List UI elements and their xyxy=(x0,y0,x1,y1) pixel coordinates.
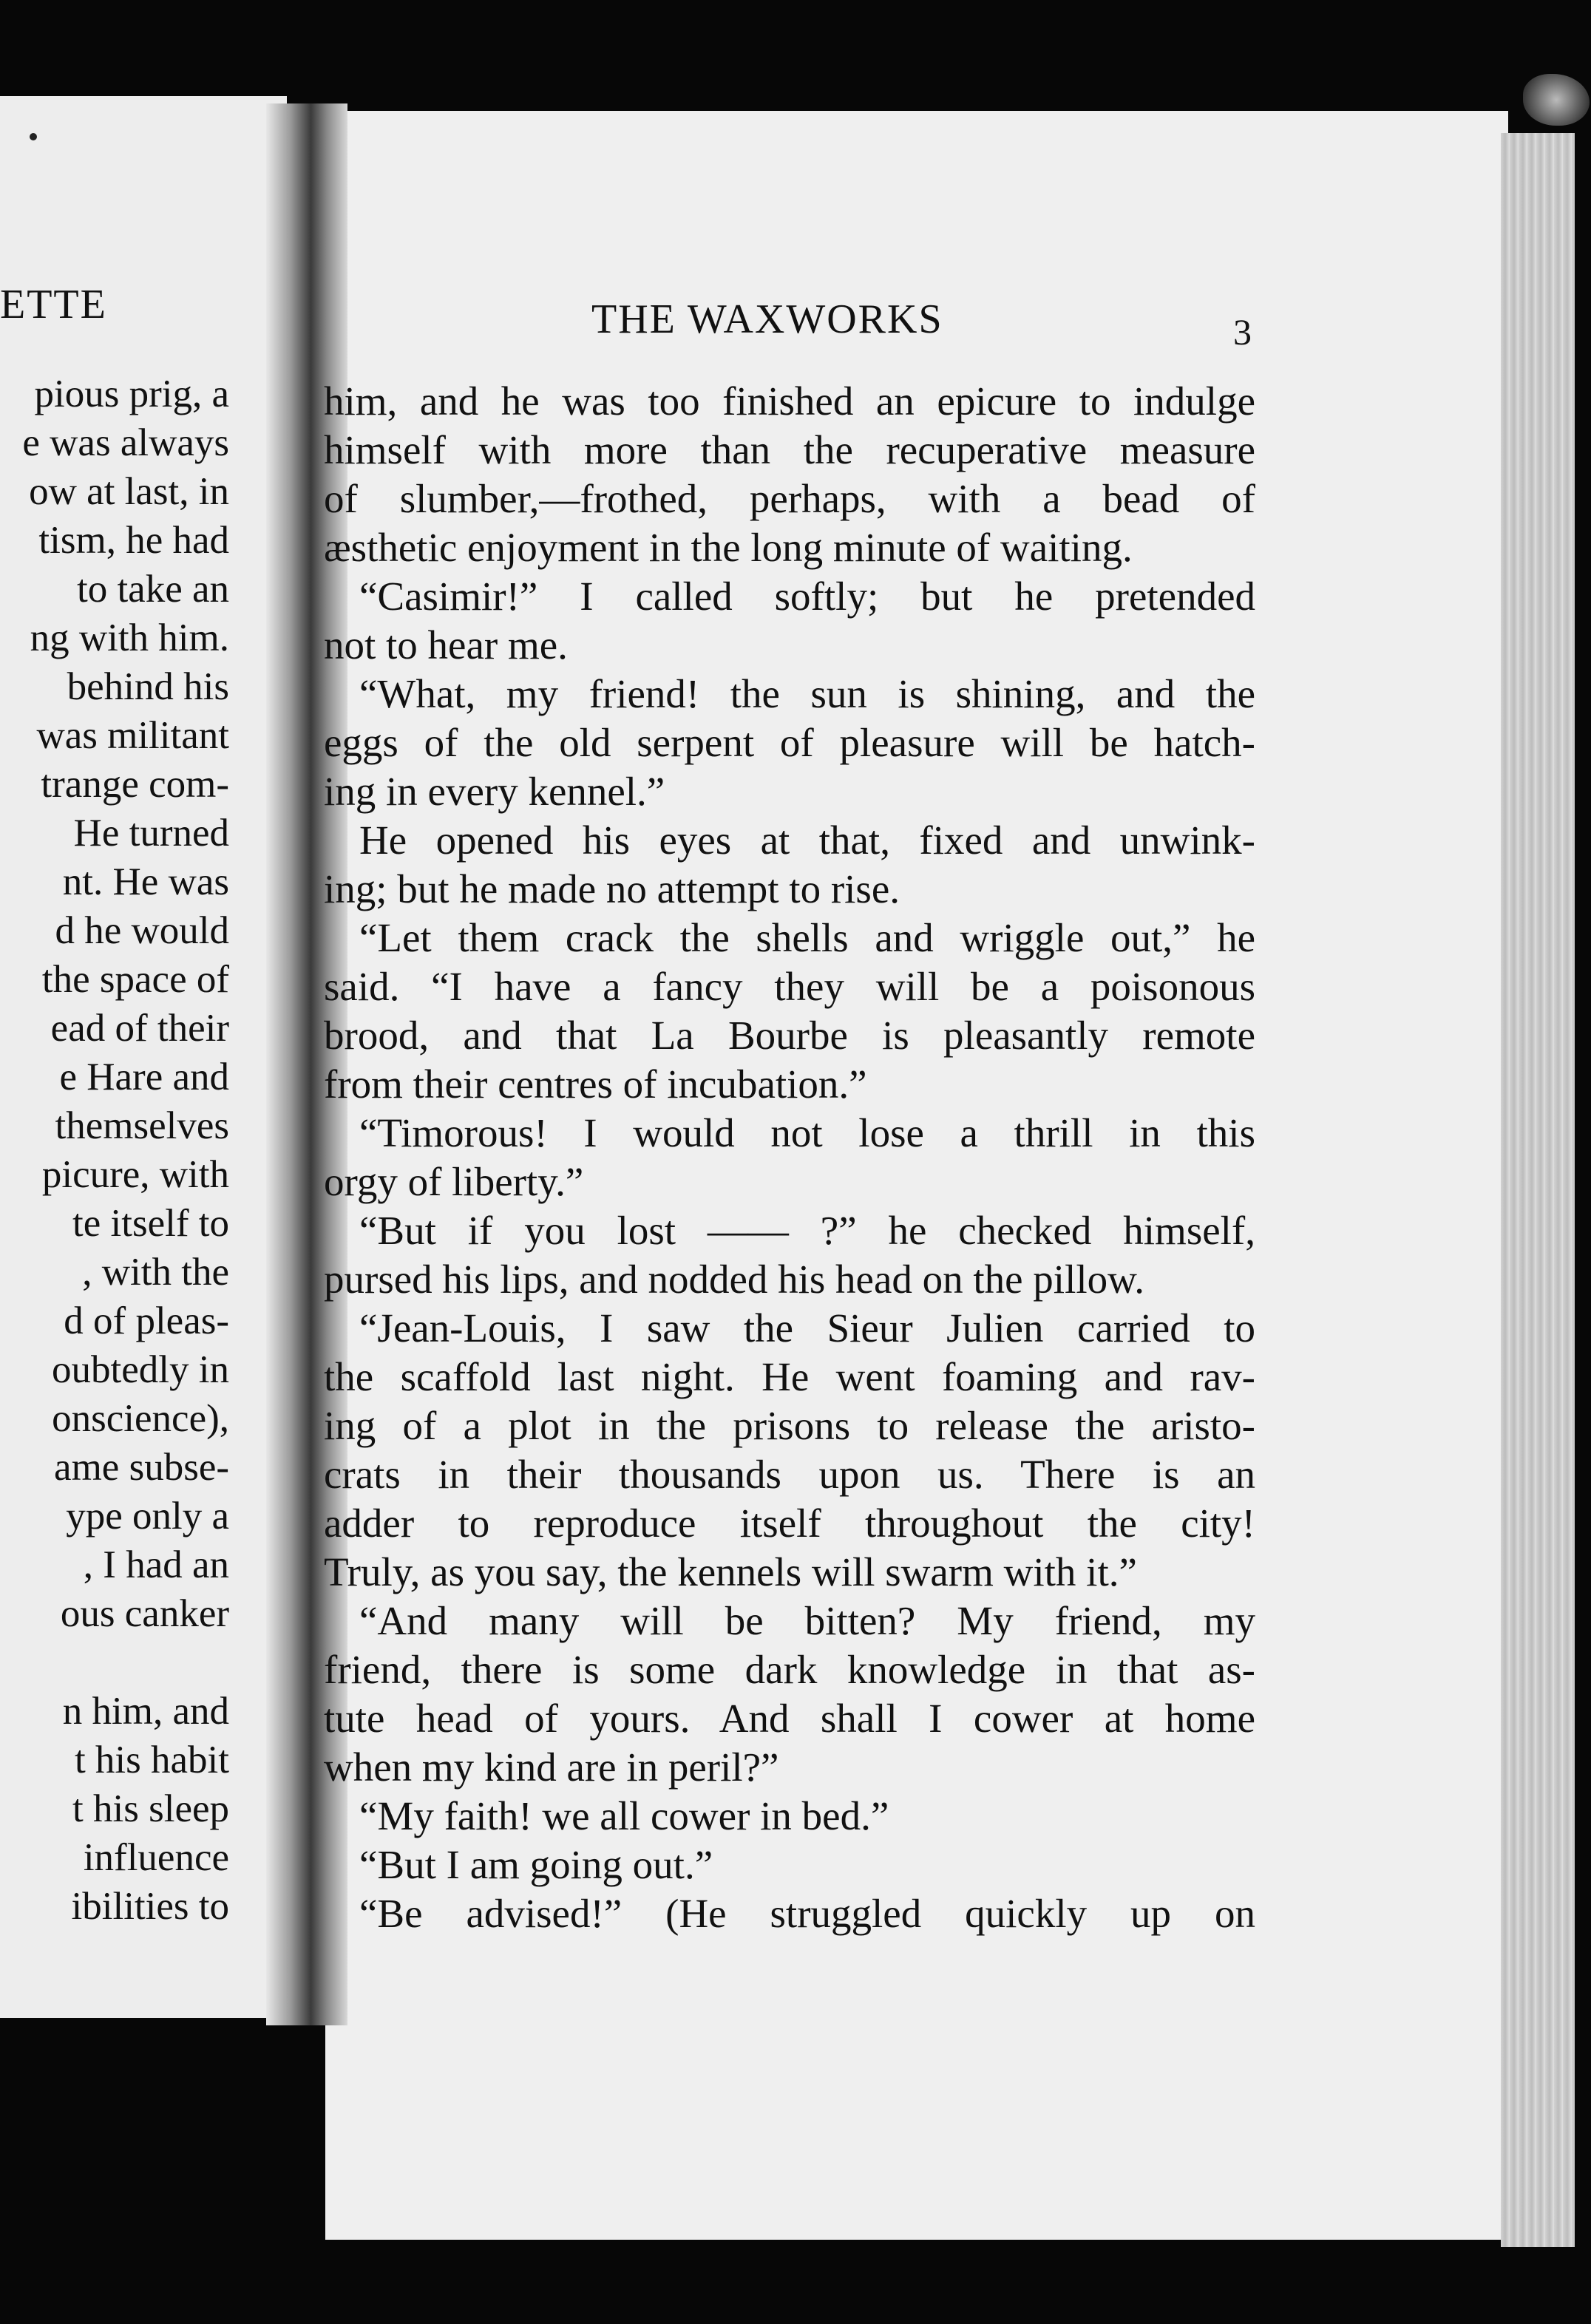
text-line: pursed his lips, and nodded his head on the pillow. xyxy=(324,1257,1145,1302)
left-text-line: t his sleep xyxy=(72,1787,229,1830)
body-text xyxy=(324,377,1255,1938)
left-text-line: the space of xyxy=(41,958,229,1001)
left-text-line: onscience), xyxy=(52,1397,229,1440)
left-text-line: to take an xyxy=(76,568,229,611)
left-text-line: tism, he had xyxy=(38,519,229,562)
text-line: “Casimir!” I called softly; but he pretended xyxy=(359,574,1255,619)
left-text-line: ame subse- xyxy=(54,1446,229,1489)
left-text-line: te itself to xyxy=(72,1202,229,1245)
left-text-line: nt. He was xyxy=(62,860,229,903)
left-text-line: ead of their xyxy=(50,1007,229,1050)
text-line: tute head of yours. And shall I cower at home xyxy=(324,1696,1255,1741)
left-text-line: d of pleas- xyxy=(64,1299,229,1342)
left-text-line: ous canker xyxy=(60,1592,229,1635)
left-text-line: picure, with xyxy=(41,1153,229,1196)
ink-dot xyxy=(30,133,37,140)
running-head: THE WAXWORKS xyxy=(591,296,943,342)
left-page xyxy=(0,96,287,2018)
page-number: 3 xyxy=(1233,311,1252,353)
text-line: said. “I have a fancy they will be a poisonous xyxy=(324,964,1255,1009)
left-text-line: ng with him. xyxy=(30,616,229,659)
text-line: “But if you lost —— ?” he checked himself, xyxy=(359,1208,1255,1253)
left-text-line: He turned xyxy=(73,812,229,854)
text-line: eggs of the old serpent of pleasure will be hatch- xyxy=(324,720,1255,765)
left-text-line: t his habit xyxy=(74,1739,229,1781)
left-text-line: behind his xyxy=(67,665,229,708)
text-line: “And many will be bitten? My friend, my xyxy=(359,1598,1255,1643)
scan-blemish xyxy=(1523,74,1590,126)
left-text-line: was militant xyxy=(36,714,229,757)
text-line: orgy of liberty.” xyxy=(324,1159,584,1204)
text-line: ing of a plot in the prisons to release the aristo- xyxy=(324,1403,1255,1448)
left-text-line: e was always xyxy=(22,421,229,464)
left-text-line: , with the xyxy=(82,1251,229,1294)
text-line: “Let them crack the shells and wriggle out,” he xyxy=(359,915,1255,960)
left-page-text xyxy=(0,370,229,1931)
text-line: himself with more than the recuperative measure xyxy=(324,427,1255,472)
left-text-line: e Hare and xyxy=(59,1056,229,1098)
text-line: “Jean-Louis, I saw the Sieur Julien carried to xyxy=(359,1305,1255,1350)
text-line: brood, and that La Bourbe is pleasantly remote xyxy=(324,1013,1255,1058)
left-text-line: ype only a xyxy=(66,1495,229,1538)
text-line: “My faith! we all cower in bed.” xyxy=(359,1793,889,1838)
text-line: “Be advised!” (He struggled quickly up on xyxy=(359,1891,1255,1936)
text-line: friend, there is some dark knowledge in that as- xyxy=(324,1647,1255,1692)
left-text-line: ibilities to xyxy=(71,1885,229,1928)
left-text-line xyxy=(0,1638,229,1687)
left-text-line: influence xyxy=(83,1836,229,1879)
text-line: æsthetic enjoyment in the long minute of waiting. xyxy=(324,525,1133,570)
text-line: crats in their thousands upon us. There is an xyxy=(324,1452,1255,1497)
text-line: “What, my friend! the sun is shining, and the xyxy=(359,671,1255,716)
text-line: when my kind are in peril?” xyxy=(324,1744,779,1790)
left-text-line: d he would xyxy=(55,909,229,952)
text-line: ing; but he made no attempt to rise. xyxy=(324,866,900,911)
text-line: He opened his eyes at that, fixed and unwink- xyxy=(359,818,1255,863)
text-line: the scaffold last night. He went foaming and rav- xyxy=(324,1354,1255,1399)
left-text-line: themselves xyxy=(55,1104,229,1147)
page-edges xyxy=(1501,133,1575,2247)
left-text-line: , I had an xyxy=(83,1543,229,1586)
text-line: of slumber,—frothed, perhaps, with a bead of xyxy=(324,476,1255,521)
text-line: “But I am going out.” xyxy=(359,1842,713,1887)
text-line: “Timorous! I would not lose a thrill in this xyxy=(359,1110,1255,1155)
left-text-line: pious prig, a xyxy=(34,373,229,415)
text-line: adder to reproduce itself throughout the city! xyxy=(324,1501,1255,1546)
text-line: Truly, as you say, the kennels will swarm with it.” xyxy=(324,1549,1137,1594)
text-line: him, and he was too finished an epicure to indulge xyxy=(324,378,1255,424)
left-text-line: trange com- xyxy=(41,763,229,806)
left-text-line: n him, and xyxy=(62,1690,229,1733)
text-line: from their centres of incubation.” xyxy=(324,1061,867,1107)
text-line: not to hear me. xyxy=(324,622,568,667)
left-text-line: oubtedly in xyxy=(52,1348,229,1391)
left-running-head: ETTE xyxy=(0,282,107,327)
left-text-line: ow at last, in xyxy=(29,470,229,513)
text-line: ing in every kennel.” xyxy=(324,769,665,814)
